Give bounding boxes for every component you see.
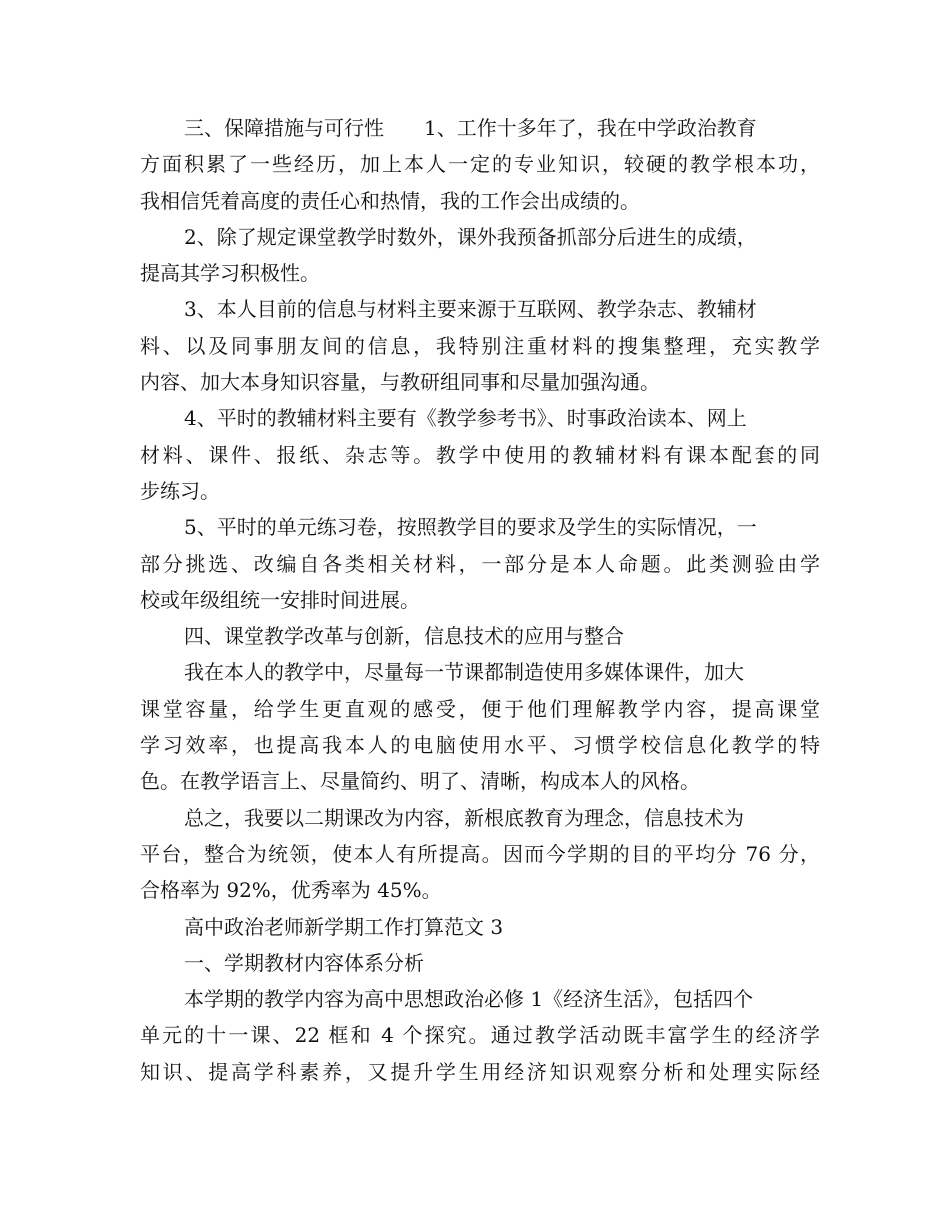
text-line: 校或年级组统一安排时间进展。 [140,587,420,612]
text-line: 色。在教学语言上、尽量简约、明了、清晰，构成本人的风格。 [140,769,700,794]
text-line: 总之，我要以二期课改为内容，新根底教育为理念，信息技术为 [184,805,744,830]
text-line: 我在本人的教学中，尽量每一节课都制造使用多媒体课件，加大 [184,660,744,685]
text-line: 平台，整合为统领，使本人有所提高。因而今学期的目的平均分 76 分， [140,841,820,866]
text-line: 材料、课件、报纸、杂志等。教学中使用的教辅材料有课本配套的同 [140,442,820,467]
article-title: 高中政治老师新学期工作打算范文 3 [184,914,504,939]
text-line: 课堂容量，给学生更直观的感受，便于他们理解教学内容，提高课堂 [140,696,820,721]
text-line: 2、除了规定课堂教学时数外，课外我预备抓部分后进生的成绩， [184,224,757,249]
section-heading: 一、学期教材内容体系分析 [184,950,424,975]
section-heading: 四、课堂教学改革与创新，信息技术的应用与整合 [184,624,624,649]
text-line: 3、本人目前的信息与材料主要来源于互联网、教学杂志、教辅材 [184,297,757,322]
text-line: 部分挑选、改编自各类相关材料，一部分是本人命题。此类测验由学 [140,551,820,576]
text-line: 单元的十一课、22 框和 4 个探究。通过教学活动既丰富学生的经济学 [140,1023,820,1048]
text-line: 料、以及同事朋友间的信息，我特别注重材料的搜集整理，充实教学 [140,333,820,358]
text-line: 提高其学习积极性。 [140,261,320,286]
text-line: 合格率为 92%，优秀率为 45%。 [140,878,442,903]
text-line: 方面积累了一些经历，加上本人一定的专业知识，较硬的教学根本功， [140,152,820,177]
text-line: 本学期的教学内容为高中思想政治必修 1《经济生活》，包括四个 [184,987,754,1012]
text-line: 4、平时的教辅材料主要有《教学参考书》、时事政治读本、网上 [184,406,747,431]
text-line: 学习效率，也提高我本人的电脑使用水平、习惯学校信息化教学的特 [140,733,820,758]
text-line: 5、平时的单元练习卷，按照教学目的要求及学生的实际情况，一 [184,515,757,540]
text-line: 步练习。 [140,478,220,503]
document-body [140,110,820,1090]
text-line: 知识、提高学科素养，又提升学生用经济知识观察分析和处理实际经 [140,1059,820,1084]
text-line: 三、保障措施与可行性 1、工作十多年了，我在中学政治教育 [184,116,757,140]
text-line: 内容、加大本身知识容量，与教研组同事和尽量加强沟通。 [140,370,660,395]
text-line: 我相信凭着高度的责任心和热情，我的工作会出成绩的。 [140,188,640,213]
